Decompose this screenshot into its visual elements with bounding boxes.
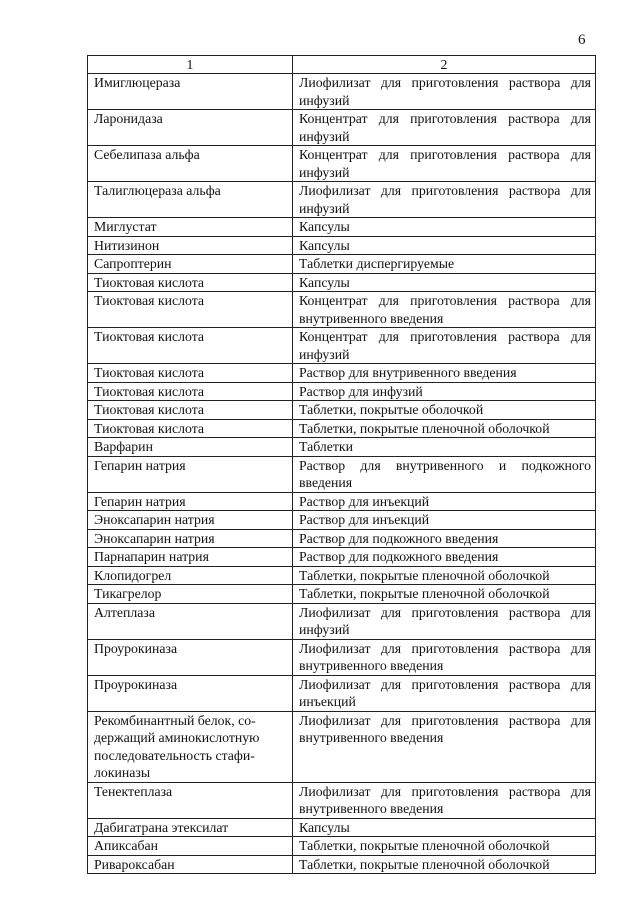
drug-name-cell: Парнапарин натрия (88, 548, 293, 567)
table-row (88, 255, 596, 274)
drug-name-cell: Варфарин (88, 438, 293, 457)
table-row (88, 855, 596, 874)
drug-name-cell: Тенектеплаза (88, 782, 293, 818)
drug-name-cell: Дабигатрана этексилат (88, 818, 293, 837)
drug-name-cell: Талиглюцераза альфа (88, 182, 293, 218)
table-row (88, 603, 596, 639)
table-row (88, 182, 596, 218)
table-row (88, 218, 596, 237)
drug-name-cell: Себелипаза альфа (88, 146, 293, 182)
drug-name-cell: Тиоктовая кислота (88, 382, 293, 401)
dosage-form-cell: Капсулы (293, 236, 596, 255)
dosage-form-cell: Раствор для внутривенного и подкожного введения (293, 456, 596, 492)
table-row (88, 511, 596, 530)
drug-name-cell: Гепарин натрия (88, 456, 293, 492)
table-row (88, 529, 596, 548)
drug-name-cell: Ларонидаза (88, 110, 293, 146)
table-row (88, 585, 596, 604)
dosage-form-cell: Концентрат для приготовления раствора для инфузий (293, 146, 596, 182)
table-row (88, 818, 596, 837)
drug-name-cell: Проурокиназа (88, 675, 293, 711)
dosage-form-cell: Капсулы (293, 818, 596, 837)
drug-name-cell: Тиоктовая кислота (88, 273, 293, 292)
page-number: 6 (578, 32, 586, 48)
drug-name-cell: Эноксапарин натрия (88, 511, 293, 530)
table-row (88, 492, 596, 511)
drug-name-cell: Сапроптерин (88, 255, 293, 274)
dosage-form-cell: Лиофилизат для приготовления раствора для инфузий (293, 603, 596, 639)
table-row (88, 74, 596, 110)
drug-name-cell: Миглустат (88, 218, 293, 237)
drug-name-cell: Тиоктовая кислота (88, 292, 293, 328)
table-row (88, 364, 596, 383)
dosage-form-cell: Раствор для подкожного введения (293, 548, 596, 567)
dosage-form-cell: Раствор для инъекций (293, 511, 596, 530)
dosage-form-cell: Концентрат для приготовления раствора для инфузий (293, 328, 596, 364)
dosage-form-cell: Раствор для подкожного введения (293, 529, 596, 548)
drug-name-cell: Гепарин натрия (88, 492, 293, 511)
table-row (88, 639, 596, 675)
table-row (88, 110, 596, 146)
table-header-row (88, 56, 596, 74)
table-row (88, 382, 596, 401)
drug-name-cell: Тиоктовая кислота (88, 364, 293, 383)
dosage-form-cell: Лиофилизат для приготовления раствора для инфузий (293, 182, 596, 218)
drug-name-cell: Тиоктовая кислота (88, 419, 293, 438)
drug-name-cell: Апиксабан (88, 837, 293, 856)
column-header-2: 2 (293, 56, 596, 74)
dosage-form-cell: Таблетки, покрытые пленочной оболочкой (293, 585, 596, 604)
dosage-form-cell: Таблетки, покрытые оболочкой (293, 401, 596, 420)
table-row (88, 328, 596, 364)
dosage-form-cell: Лиофилизат для приготовления раствора для инъекций (293, 675, 596, 711)
dosage-form-cell: Раствор для инъекций (293, 492, 596, 511)
table-row (88, 419, 596, 438)
dosage-form-cell: Таблетки, покрытые пленочной оболочкой (293, 566, 596, 585)
drug-name-cell: Тикагрелор (88, 585, 293, 604)
drug-table (87, 55, 596, 874)
dosage-form-cell: Лиофилизат для приготовления раствора для внутривенного введения (293, 782, 596, 818)
drug-name-cell: Ривароксабан (88, 855, 293, 874)
dosage-form-cell: Таблетки (293, 438, 596, 457)
table-row (88, 675, 596, 711)
dosage-form-cell: Концентрат для приготовления раствора для инфузий (293, 110, 596, 146)
drug-name-cell: Нитизинон (88, 236, 293, 255)
dosage-form-cell: Капсулы (293, 273, 596, 292)
table-row (88, 146, 596, 182)
drug-name-cell: Эноксапарин натрия (88, 529, 293, 548)
table-row (88, 782, 596, 818)
dosage-form-cell: Лиофилизат для приготовления раствора для инфузий (293, 74, 596, 110)
dosage-form-cell: Раствор для внутривенного введения (293, 364, 596, 383)
dosage-form-cell: Капсулы (293, 218, 596, 237)
drug-name-cell: Клопидогрел (88, 566, 293, 585)
drug-name-cell: Алтеплаза (88, 603, 293, 639)
dosage-form-cell: Концентрат для приготовления раствора для внутривенного введения (293, 292, 596, 328)
dosage-form-cell: Таблетки, покрытые пленочной оболочкой (293, 837, 596, 856)
table-row (88, 438, 596, 457)
drug-name-cell: Тиоктовая кислота (88, 401, 293, 420)
table-row (88, 566, 596, 585)
table-row (88, 292, 596, 328)
dosage-form-cell: Таблетки диспергируемые (293, 255, 596, 274)
table-row (88, 837, 596, 856)
drug-name-cell: Проурокиназа (88, 639, 293, 675)
table-row (88, 273, 596, 292)
dosage-form-cell: Лиофилизат для приготовления раствора для внутривенного введения (293, 711, 596, 782)
table-row (88, 711, 596, 782)
drug-name-cell: Тиоктовая кислота (88, 328, 293, 364)
table-row (88, 236, 596, 255)
column-header-1: 1 (88, 56, 293, 74)
drug-name-cell: Имиглюцераза (88, 74, 293, 110)
dosage-form-cell: Таблетки, покрытые пленочной оболочкой (293, 419, 596, 438)
drug-name-cell: Рекомбинантный белок, со-держащий аминокислотную последовательность стафи-локиназы (88, 711, 293, 782)
table-row (88, 456, 596, 492)
dosage-form-cell: Таблетки, покрытые пленочной оболочкой (293, 855, 596, 874)
table-row (88, 548, 596, 567)
table-row (88, 401, 596, 420)
dosage-form-cell: Лиофилизат для приготовления раствора для внутривенного введения (293, 639, 596, 675)
dosage-form-cell: Раствор для инфузий (293, 382, 596, 401)
